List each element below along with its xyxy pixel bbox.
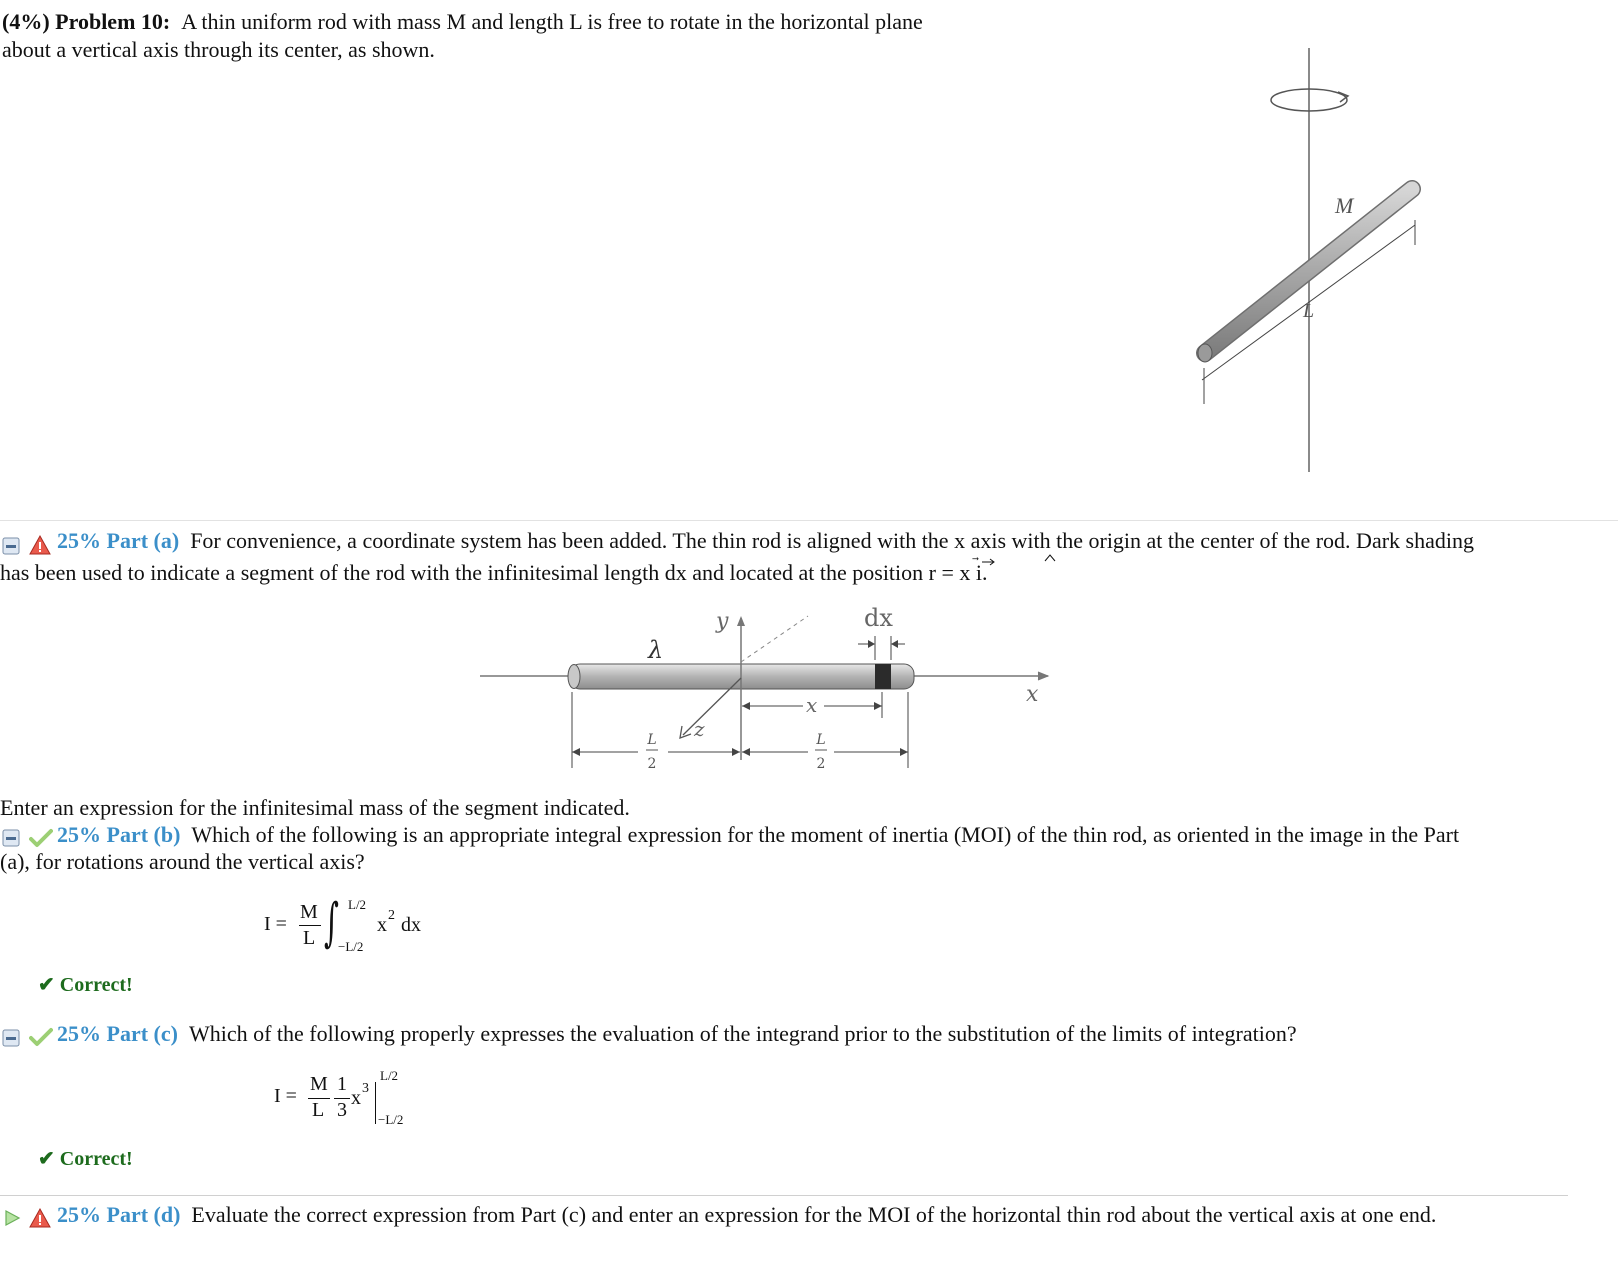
part-c-percent: 25% xyxy=(57,1021,101,1046)
part-b-feedback: ✔ Correct! xyxy=(38,974,133,996)
problem-label: Problem 10: xyxy=(55,9,171,34)
part-b-text-line1: Which of the following is an appropriate integral expression for the moment of inertia (MOI) of the thin rod, as oriented in the image in the Part xyxy=(191,822,1460,847)
y-axis-label: y xyxy=(716,609,729,634)
eq-c-num1: M xyxy=(310,1073,328,1095)
warning-icon xyxy=(29,535,51,555)
x-axis-label: x xyxy=(1026,682,1039,707)
x-axis-arrow-icon xyxy=(1038,672,1048,680)
dx-segment xyxy=(875,664,891,689)
part-a-text-line1: For convenience, a coordinate system has been added. The thin rod is aligned with the x axis with the origin at the center of the rod. Dark shading xyxy=(190,528,1474,553)
eq-c-den1: L xyxy=(312,1099,325,1121)
collapse-icon[interactable] xyxy=(2,829,20,847)
vector-arrow-icon xyxy=(981,558,995,566)
warning-icon xyxy=(29,1208,51,1228)
rod xyxy=(1198,189,1412,362)
unit-hat-icon xyxy=(1044,554,1056,562)
half-right-den: 2 xyxy=(816,756,826,772)
eq-c-den2: 3 xyxy=(337,1099,347,1121)
eq-b-dx: dx xyxy=(401,914,421,936)
dx-marker xyxy=(858,636,905,660)
eq-b-lower: −L/2 xyxy=(338,939,364,954)
collapse-icon[interactable] xyxy=(2,1029,20,1047)
z-axis-label: z xyxy=(694,717,705,741)
rod-rotation-figure xyxy=(1180,40,1460,480)
integral-sign-icon: ∫ xyxy=(324,893,339,953)
eq-b-I: I = xyxy=(264,913,287,935)
eq-c-I: I = xyxy=(274,1085,297,1107)
y-axis-arrow-icon xyxy=(737,616,745,626)
eval-bar-icon xyxy=(375,1082,376,1124)
lambda-label: λ xyxy=(648,636,664,664)
part-b-text-line2: (a), for rotations around the vertical axis? xyxy=(0,849,365,874)
eq-b-fraction-bar xyxy=(299,925,321,926)
part-c-feedback: ✔ Correct! xyxy=(38,1148,133,1170)
part-c-text: Which of the following properly expresses the evaluation of the integrand prior to the substitution of the limits of integration? xyxy=(188,1021,1297,1046)
part-d-border-top xyxy=(0,1195,1568,1196)
part-b-percent: 25% xyxy=(57,822,101,847)
eq-c-lower: −L/2 xyxy=(378,1112,404,1127)
coordinate-rod-figure xyxy=(478,600,1078,780)
part-b-header xyxy=(57,821,1459,849)
part-a-text-line2: has been used to indicate a segment of the rod with the infinitesimal length dx and located at the position r = x i. xyxy=(0,560,988,585)
eq-b-exp: 2 xyxy=(388,908,395,923)
half-right-num: L xyxy=(816,732,826,748)
part-b-label: Part (b) xyxy=(106,822,181,847)
z-axis-dashed xyxy=(741,616,808,662)
part-a-prompt: Enter an expression for the infinitesimal mass of the segment indicated. xyxy=(0,795,630,820)
part-c-label: Part (c) xyxy=(106,1021,178,1046)
eq-c-exp: 3 xyxy=(362,1081,369,1096)
x-distance-label: x xyxy=(806,693,818,717)
divider xyxy=(0,520,1618,521)
eq-b-upper: L/2 xyxy=(348,897,367,912)
problem-text-line1: A thin uniform rod with mass M and length L is free to rotate in the horizontal plane xyxy=(181,9,923,34)
problem-statement xyxy=(2,8,923,36)
rod-length-label: L xyxy=(1303,300,1315,322)
part-a-label: Part (a) xyxy=(106,528,180,553)
collapse-icon[interactable] xyxy=(2,537,20,555)
part-d-header[interactable] xyxy=(57,1201,1436,1229)
eq-c-num2: 1 xyxy=(337,1073,347,1095)
rod-mass-label: M xyxy=(1335,193,1354,218)
eq-b-num: M xyxy=(300,901,318,923)
eq-b-den: L xyxy=(303,927,316,949)
eq-c-var: x xyxy=(351,1087,361,1109)
part-d-text: Evaluate the correct expression from Part (c) and enter an expression for the MOI of the horizontal thin rod about the vertical axis at one end. xyxy=(191,1202,1437,1227)
checkmark-icon xyxy=(29,828,53,848)
half-left-num: L xyxy=(647,732,657,748)
eq-c-upper: L/2 xyxy=(380,1068,399,1083)
part-a-percent: 25% xyxy=(57,528,101,553)
part-b-equation xyxy=(260,895,460,965)
problem-text-line2: about a vertical axis through its center, as shown. xyxy=(2,37,435,62)
expand-triangle-icon[interactable] xyxy=(3,1209,21,1227)
part-d-percent: 25% xyxy=(57,1202,101,1227)
problem-weight: (4%) xyxy=(2,9,50,34)
part-a-header xyxy=(57,527,1474,555)
part-c-header xyxy=(57,1020,1297,1048)
part-d-label: Part (d) xyxy=(106,1202,181,1227)
checkmark-icon xyxy=(29,1027,53,1047)
part-c-equation xyxy=(270,1066,470,1136)
eq-b-integrand: x xyxy=(377,914,387,936)
dx-label: dx xyxy=(864,604,893,632)
half-left-den: 2 xyxy=(647,756,657,772)
